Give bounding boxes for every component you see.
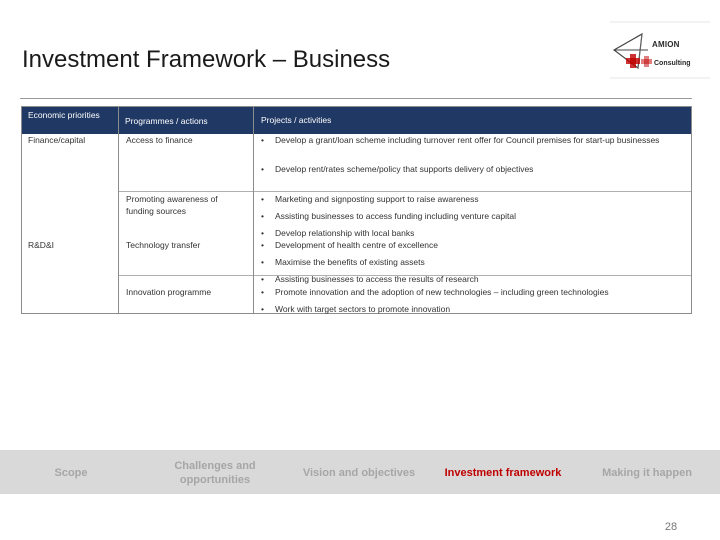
nav-item-scope[interactable]: Scope — [54, 467, 88, 479]
header-programmes-actions: Programmes / actions — [125, 116, 208, 126]
priority-rdi: R&D&I — [28, 240, 54, 250]
logo-subtitle-text: Consulting — [654, 60, 691, 67]
nav-item-vision-objectives[interactable]: Vision and objectives — [302, 467, 416, 479]
programme-promoting-awareness: Promoting awareness of funding sources — [126, 194, 218, 216]
row-divider — [254, 191, 691, 192]
nav-item-investment-framework[interactable]: Investment framework — [444, 467, 562, 479]
programme-access-to-finance: Access to finance — [126, 135, 193, 145]
programme-innovation: Innovation programme — [126, 287, 212, 297]
header-projects-activities: Projects / activities — [261, 115, 332, 125]
title-divider — [20, 98, 692, 99]
page-number: 28 — [664, 521, 678, 533]
row-divider — [119, 191, 253, 192]
slide-title: Investment Framework – Business — [22, 46, 391, 73]
nav-item-challenges-opportunities[interactable]: Challenges and opportunities — [174, 460, 256, 486]
column-divider — [118, 107, 119, 313]
header-economic-priorities: Economic priorities — [28, 110, 100, 120]
logo-mark-icon — [608, 20, 712, 82]
section-nav-bar — [0, 450, 720, 494]
table-header-row — [22, 107, 691, 134]
amion-logo — [608, 20, 712, 82]
column-divider — [253, 107, 254, 313]
logo-brand-text: AMION — [652, 40, 680, 49]
row-divider — [119, 275, 253, 276]
programme-technology-transfer: Technology transfer — [126, 240, 201, 250]
priority-finance-capital: Finance/capital — [28, 135, 86, 145]
investment-framework-table: Economic priorities Programmes / actions Projects / activities Finance/capital R&D&I Access to finance Promoting awareness of funding sources Technology transfer Innovation programme • Develop a grant/loan scheme including turnover rent offer for Council premises for start-up businesses • Develop rent/rates scheme/policy that supports delivery of objectives • Marketing and signposting support to raise awareness • Assisting businesses to access funding including venture capital • Develop relationship with local banks • Development of health centre of excellence • Maximise the benefits of existing assets • Assisting businesses to access the results of research • Promote innovation and the adoption of new technologies – including green technologies • Work with target sectors to promote innovation — [21, 106, 692, 314]
nav-item-making-it-happen[interactable]: Making it happen — [602, 467, 692, 479]
